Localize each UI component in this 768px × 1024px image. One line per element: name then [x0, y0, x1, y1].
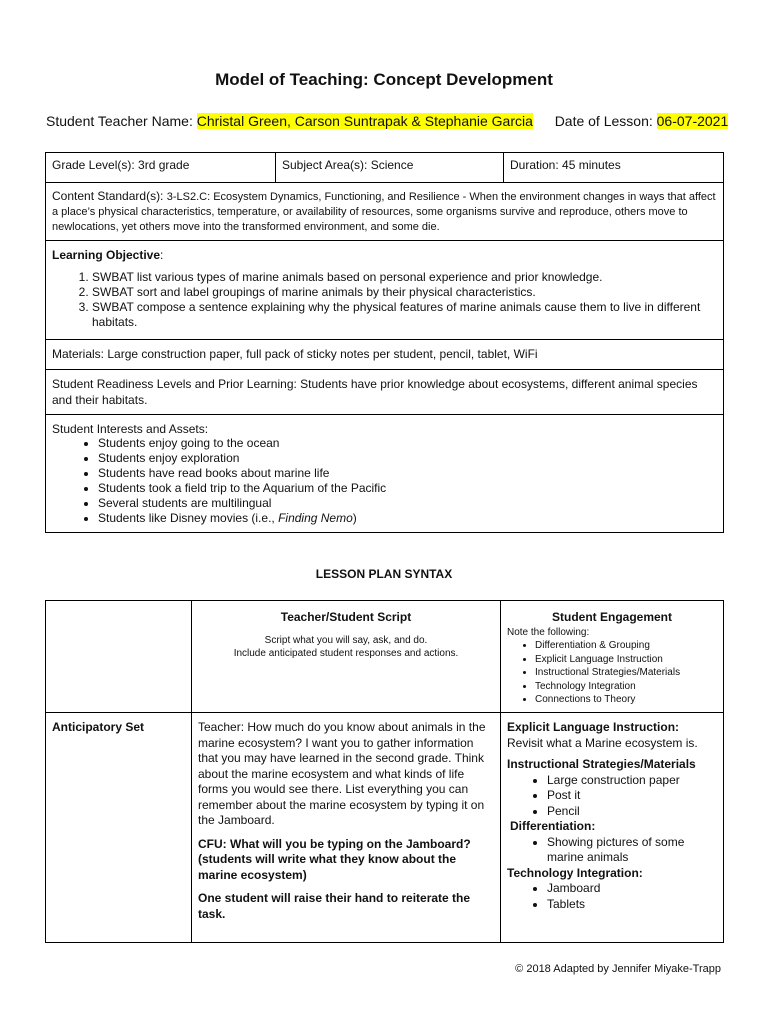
copyright-footer: © 2018 Adapted by Jennifer Miyake-Trapp	[515, 963, 721, 975]
strategies-list	[507, 773, 717, 820]
objective-list	[52, 270, 717, 330]
anticipatory-set-cell	[46, 713, 192, 943]
strategies-label: Instructional Strategies/Materials	[507, 757, 696, 771]
interest-item: • Students have read books about marine life	[98, 466, 717, 481]
content-standard-text: 3-LS2.C: Ecosystem Dynamics, Functioning, and Resilience - When the environment changes in ways that affect a place’s physical characteristics, temperature, or availability of resources, some organisms survive and reproduce, others move to newlocations, yet others move into the transformed environment, and some die.	[52, 191, 716, 233]
interest-text: Students like Disney movies (i.e.,	[98, 511, 279, 525]
cfu-question: CFU: What will you be typing on the Jamboard? (students will write what they know about the marine ecosystem)	[198, 836, 471, 882]
interest-item: • Several students are multilingual	[98, 496, 717, 511]
document-title: Model of Teaching: Concept Development	[215, 70, 553, 89]
explicit-language-text: Revisit what a Marine ecosystem is.	[507, 735, 698, 750]
lesson-plan-syntax-table	[45, 600, 724, 943]
engagement-list	[507, 639, 717, 707]
header-line	[46, 113, 728, 129]
lesson-info-table	[45, 152, 724, 533]
student-engagement-cell	[501, 713, 724, 943]
teacher-script-cell	[192, 713, 501, 943]
interest-item: • Students enjoy exploration	[98, 451, 717, 466]
content-standard-label: Content Standard(s):	[52, 189, 167, 203]
reiterate-task: One student will raise their hand to reiterate the task.	[198, 891, 471, 921]
explicit-language-label: Explicit Language Instruction:	[507, 720, 680, 734]
script-header-cell	[192, 601, 501, 713]
readiness-cell: Student Readiness Levels and Prior Learning: Students have prior knowledge about ecosystems, different animal species and their habitats.	[46, 370, 724, 415]
learning-objective-colon: :	[160, 248, 164, 262]
differentiation-item: • Showing pictures of some marine animals	[547, 835, 717, 866]
anticipatory-set-label: Anticipatory Set	[52, 720, 145, 734]
technology-label: Technology Integration:	[507, 865, 643, 880]
movie-title: Finding Nemo	[278, 511, 353, 525]
learning-objective-label: Learning Objective	[52, 248, 161, 262]
date-value: 06-07-2021	[656, 113, 729, 129]
engagement-item: • Technology Integration	[535, 680, 717, 694]
teacher-names-value: Christal Green, Carson Suntrapak & Stephanie Garcia	[196, 113, 533, 129]
interests-cell	[46, 415, 724, 533]
engagement-item: • Instructional Strategies/Materials	[535, 666, 717, 680]
script-instruction-2: Include anticipated student responses and actions.	[233, 648, 459, 659]
interest-item	[98, 511, 717, 526]
engagement-header-cell	[501, 601, 724, 713]
objective-item: 1. SWBAT list various types of marine animals based on personal experience and prior knowledge.	[92, 270, 717, 285]
engagement-note: Note the following:	[507, 627, 590, 638]
learning-objective-cell	[46, 241, 724, 340]
grade-level-cell: Grade Level(s): 3rd grade	[46, 153, 276, 183]
engagement-item: • Explicit Language Instruction	[535, 653, 717, 667]
teacher-name-label: Student Teacher Name:	[46, 113, 193, 129]
interest-item: • Students took a field trip to the Aquarium of the Pacific	[98, 481, 717, 496]
content-standard-cell	[46, 183, 724, 241]
duration-cell: Duration: 45 minutes	[504, 153, 724, 183]
differentiation-list	[507, 835, 717, 866]
objective-item: 3. SWBAT compose a sentence explaining why the physical features of marine animals cause them to live in different habitats.	[92, 300, 717, 330]
script-instruction-1: Script what you will say, ask, and do.	[264, 635, 428, 646]
script-column-heading: Teacher/Student Script	[280, 610, 412, 624]
engagement-column-heading: Student Engagement	[551, 610, 672, 624]
date-label: Date of Lesson:	[554, 113, 653, 129]
strategy-item: • Large construction paper	[547, 773, 717, 789]
engagement-item: • Connections to Theory	[535, 693, 717, 707]
technology-item: • Tablets	[547, 897, 717, 913]
objective-item: 2. SWBAT sort and label groupings of marine animals by their physical characteristics.	[92, 285, 717, 300]
interest-text-end: )	[352, 511, 357, 525]
subject-area-cell: Subject Area(s): Science	[276, 153, 504, 183]
teacher-prompt: Teacher: How much do you know about animals in the marine ecosystem? I want you to gather information that you may have learned in the second grade. Think about the marine ecosystem and what kinds of life forms you would see there. List everything you can remember about the marine ecosystem by typing it on the Jamboard.	[198, 720, 486, 827]
strategy-item: • Pencil	[547, 804, 717, 820]
interest-item: • Students enjoy going to the ocean	[98, 436, 717, 451]
materials-cell: Materials: Large construction paper, full pack of sticky notes per student, pencil, tablet, WiFi	[46, 340, 724, 370]
interests-list	[52, 436, 717, 526]
interests-label: Student Interests and Assets:	[52, 422, 209, 436]
differentiation-label: Differentiation:	[510, 819, 596, 833]
engagement-item: • Differentiation & Grouping	[535, 639, 717, 653]
technology-item: • Jamboard	[547, 881, 717, 897]
strategy-item: • Post it	[547, 788, 717, 804]
empty-header-cell	[46, 601, 192, 713]
lesson-plan-syntax-title: LESSON PLAN SYNTAX	[315, 567, 453, 581]
technology-list	[507, 881, 717, 912]
